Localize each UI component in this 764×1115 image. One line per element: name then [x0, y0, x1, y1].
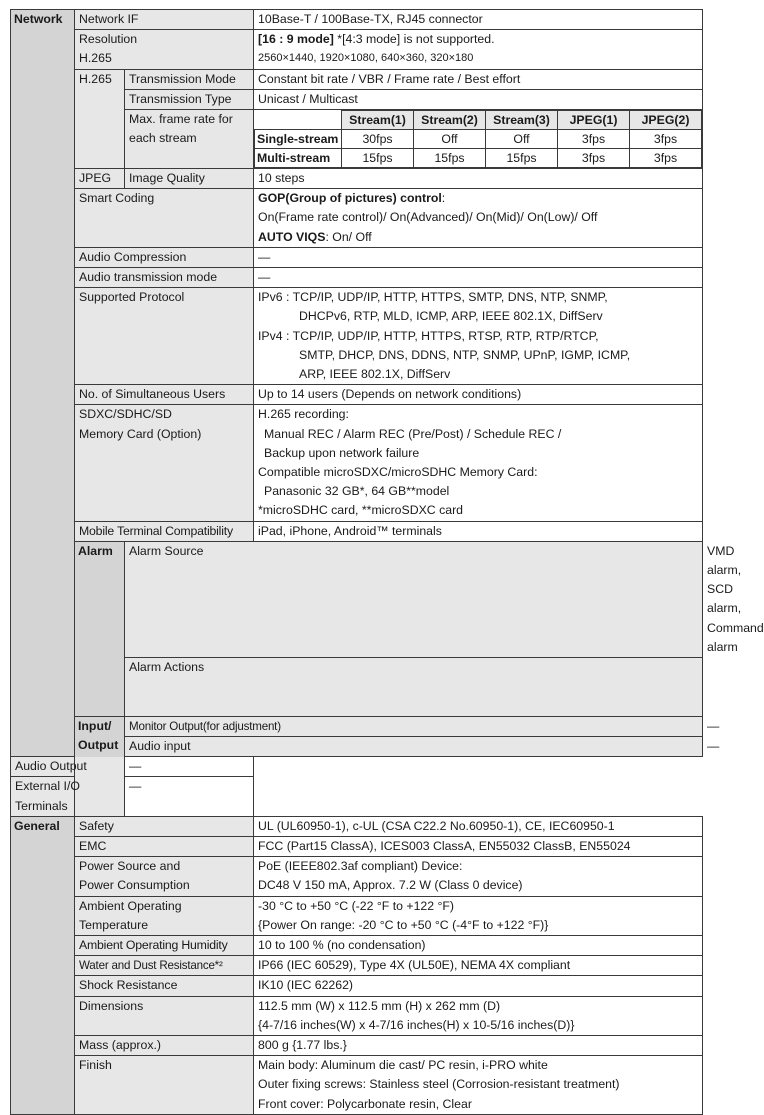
row-safety	[11, 816, 703, 836]
stream-table-cell	[254, 110, 703, 169]
row-emc	[11, 836, 703, 856]
label-dimensions: Dimensions	[75, 996, 254, 1035]
row-monitor-output: Input/ Output Monitor Output(for adjustment) —	[11, 716, 703, 736]
row-smart-coding	[11, 189, 703, 248]
row-network-if	[11, 10, 703, 30]
stream-cell: 15fps	[342, 149, 414, 168]
value-water-dust: IP66 (IEC 60529), Type 4X (UL50E), NEMA 4X compliant	[254, 956, 703, 976]
stream-cell: 15fps	[414, 149, 486, 168]
row-audio-compression	[11, 247, 703, 267]
value-mobile-terminal: iPad, iPhone, Android™ terminals	[254, 521, 703, 541]
value-network-if: 10Base-T / 100Base-TX, RJ45 connector	[254, 10, 703, 30]
row-resolution	[11, 30, 703, 69]
label-water-dust: Water and Dust Resistance*²	[75, 956, 254, 976]
value-finish: Main body: Aluminum die cast/ PC resin, i-PRO white Outer fixing screws: Stainless steel (Corrosion-resistant treatment) Front cover: Polycarbonate resin, Clear	[254, 1056, 703, 1115]
label-simultaneous-users: No. of Simultaneous Users	[75, 385, 254, 405]
value-dimensions: 112.5 mm (W) x 112.5 mm (H) x 262 mm (D) {4-7/16 inches(W) x 4-7/16 inches(H) x 10-5/16 inches(D)}	[254, 996, 703, 1035]
stream-cell: 3fps	[558, 149, 630, 168]
multi-stream-label: Multi-stream	[255, 149, 342, 168]
row-shock	[11, 976, 703, 996]
resolution-mode-bold: [16 : 9 mode]	[258, 32, 334, 47]
stream-cell: 3fps	[630, 130, 702, 149]
section-input-output: Input/ Output	[75, 716, 125, 816]
row-dimensions	[11, 996, 703, 1035]
value-resolution	[254, 30, 703, 69]
stream-cell: Off	[414, 130, 486, 149]
label-mass: Mass (approx.)	[75, 1035, 254, 1055]
label-audio-input: Audio input	[125, 736, 703, 756]
stream-header: Stream(3)	[486, 111, 558, 130]
value-humidity: 10 to 100 % (no condensation)	[254, 935, 703, 955]
value-supported-protocol: IPv6 : TCP/IP, UDP/IP, HTTP, HTTPS, SMTP, DNS, NTP, SNMP, DHCPv6, RTP, MLD, ICMP, ARP, IEEE 802.1X, DiffServ IPv4 : TCP/IP, UDP/IP, HTTP, HTTPS, RTSP, RTP, RTP/RTCP, SMTP, DHCP, DNS, DDNS, NTP, SNMP, UPnP, IGMP, ICMP, ARP, IEEE 802.1X, DiffServ	[254, 288, 703, 385]
label-transmission-mode: Transmission Mode	[125, 69, 254, 89]
row-alarm-source: Alarm Alarm Source VMD alarm, SCD alarm, Command alarm	[11, 541, 703, 657]
label-audio-compression: Audio Compression	[75, 247, 254, 267]
row-mass	[11, 1035, 703, 1055]
row-supported-protocol	[11, 288, 703, 385]
viqs-title: AUTO VIQS	[258, 229, 326, 244]
label-finish: Finish	[75, 1056, 254, 1115]
row-external-io	[11, 777, 703, 816]
value-shock: IK10 (IEC 62262)	[254, 976, 703, 996]
stream-frame-rate-table	[254, 110, 702, 168]
row-audio-input: Audio input —	[11, 736, 703, 756]
label-resolution	[75, 30, 254, 69]
row-audio-output	[11, 757, 703, 777]
label-temperature: Ambient Operating Temperature	[75, 896, 254, 935]
value-mass: 800 g {1.77 lbs.}	[254, 1035, 703, 1055]
single-stream-row	[255, 130, 702, 149]
label-jpeg: JPEG	[75, 169, 125, 189]
value-smart-coding: GOP(Group of pictures) control: On(Frame rate control)/ On(Advanced)/ On(Mid)/ On(Low)/ Off AUTO VIQS: On/ Off	[254, 189, 703, 248]
gop-title: GOP(Group of pictures) control	[258, 191, 442, 206]
stream-header: Stream(2)	[414, 111, 486, 130]
label-max-frame-rate: Max. frame rate for each stream	[125, 110, 254, 169]
ipv6-prefix: IPv6 :	[258, 290, 290, 305]
value-transmission-mode: Constant bit rate / VBR / Frame rate / Best effort	[254, 69, 703, 89]
resolution-mode-note: *[4:3 mode] is not supported.	[333, 32, 495, 47]
row-memory-card	[11, 405, 703, 521]
label-audio-output: Audio Output	[11, 757, 125, 777]
label-alarm-source: Alarm Source	[125, 541, 703, 657]
label-power: Power Source and Power Consumption	[75, 857, 254, 896]
section-general: General	[11, 816, 75, 1114]
stream-cell: 3fps	[558, 130, 630, 149]
label-safety: Safety	[75, 816, 254, 836]
row-transmission-mode	[11, 69, 703, 89]
label-transmission-type: Transmission Type	[125, 89, 254, 109]
spec-table	[10, 9, 764, 1115]
label-shock: Shock Resistance	[75, 976, 254, 996]
label-h265: H.265	[75, 69, 125, 168]
label-alarm-actions: Alarm Actions	[125, 658, 703, 717]
stream-cell: 3fps	[630, 149, 702, 168]
row-power	[11, 857, 703, 896]
ipv4-prefix: IPv4 :	[258, 328, 290, 343]
value-power: PoE (IEEE802.3af compliant) Device: DC48 V 150 mA, Approx. 7.2 W (Class 0 device)	[254, 857, 703, 896]
value-safety: UL (UL60950-1), c-UL (CSA C22.2 No.60950-1), CE, IEC60950-1	[254, 816, 703, 836]
value-external-io: —	[125, 777, 254, 816]
value-image-quality: 10 steps	[254, 169, 703, 189]
value-transmission-type: Unicast / Multicast	[254, 89, 703, 109]
label-supported-protocol: Supported Protocol	[75, 288, 254, 385]
single-stream-label: Single-stream	[255, 130, 342, 149]
value-temperature: -30 °C to +50 °C (-22 °F to +122 °F) {Power On range: -20 °C to +50 °C (-4°F to +122 °F)}	[254, 896, 703, 935]
label-smart-coding: Smart Coding	[75, 189, 254, 248]
stream-cell: 15fps	[486, 149, 558, 168]
row-finish	[11, 1056, 703, 1115]
row-water-dust	[11, 956, 703, 976]
section-alarm: Alarm	[75, 541, 125, 716]
label-resolution-main: Resolution	[79, 32, 138, 47]
value-audio-compression: —	[254, 247, 703, 267]
stream-cell: Off	[486, 130, 558, 149]
label-image-quality: Image Quality	[125, 169, 254, 189]
label-emc: EMC	[75, 836, 254, 856]
stream-header-row	[255, 111, 702, 130]
value-emc: FCC (Part15 ClassA), ICES003 ClassA, EN55032 ClassB, EN55024	[254, 836, 703, 856]
label-resolution-codec: H.265	[79, 51, 112, 66]
row-mobile-terminal	[11, 521, 703, 541]
viqs-options: : On/ Off	[325, 229, 372, 244]
row-simultaneous-users	[11, 385, 703, 405]
stream-header: Stream(1)	[342, 111, 414, 130]
label-mobile-terminal: Mobile Terminal Compatibility	[75, 521, 254, 541]
value-audio-transmission: —	[254, 268, 703, 288]
multi-stream-row	[255, 149, 702, 168]
row-temperature	[11, 896, 703, 935]
row-audio-transmission	[11, 268, 703, 288]
section-network: Network	[11, 10, 75, 757]
value-memory-card: H.265 recording: Manual REC / Alarm REC (Pre/Post) / Schedule REC / Backup upon network failure Compatible microSDXC/microSDHC Memory Card: Panasonic 32 GB*, 64 GB**model *microSDHC card, **microSDXC card	[254, 405, 703, 521]
label-external-io: External I/O Terminals	[11, 777, 125, 816]
stream-cell: 30fps	[342, 130, 414, 149]
row-jpeg-quality	[11, 169, 703, 189]
row-humidity	[11, 935, 703, 955]
gop-options: On(Frame rate control)/ On(Advanced)/ On(Mid)/ On(Low)/ Off	[258, 210, 598, 225]
label-monitor-output: Monitor Output(for adjustment)	[125, 716, 703, 736]
label-audio-transmission: Audio transmission mode	[75, 268, 254, 288]
label-memory-card: SDXC/SDHC/SD Memory Card (Option)	[75, 405, 254, 521]
label-humidity: Ambient Operating Humidity	[75, 935, 254, 955]
label-network-if: Network IF	[75, 10, 254, 30]
resolution-values: 2560×1440, 1920×1080, 640×360, 320×180	[258, 52, 474, 65]
value-simultaneous-users: Up to 14 users (Depends on network conditions)	[254, 385, 703, 405]
stream-header: JPEG(1)	[558, 111, 630, 130]
value-audio-output: —	[125, 757, 254, 777]
stream-header: JPEG(2)	[630, 111, 702, 130]
